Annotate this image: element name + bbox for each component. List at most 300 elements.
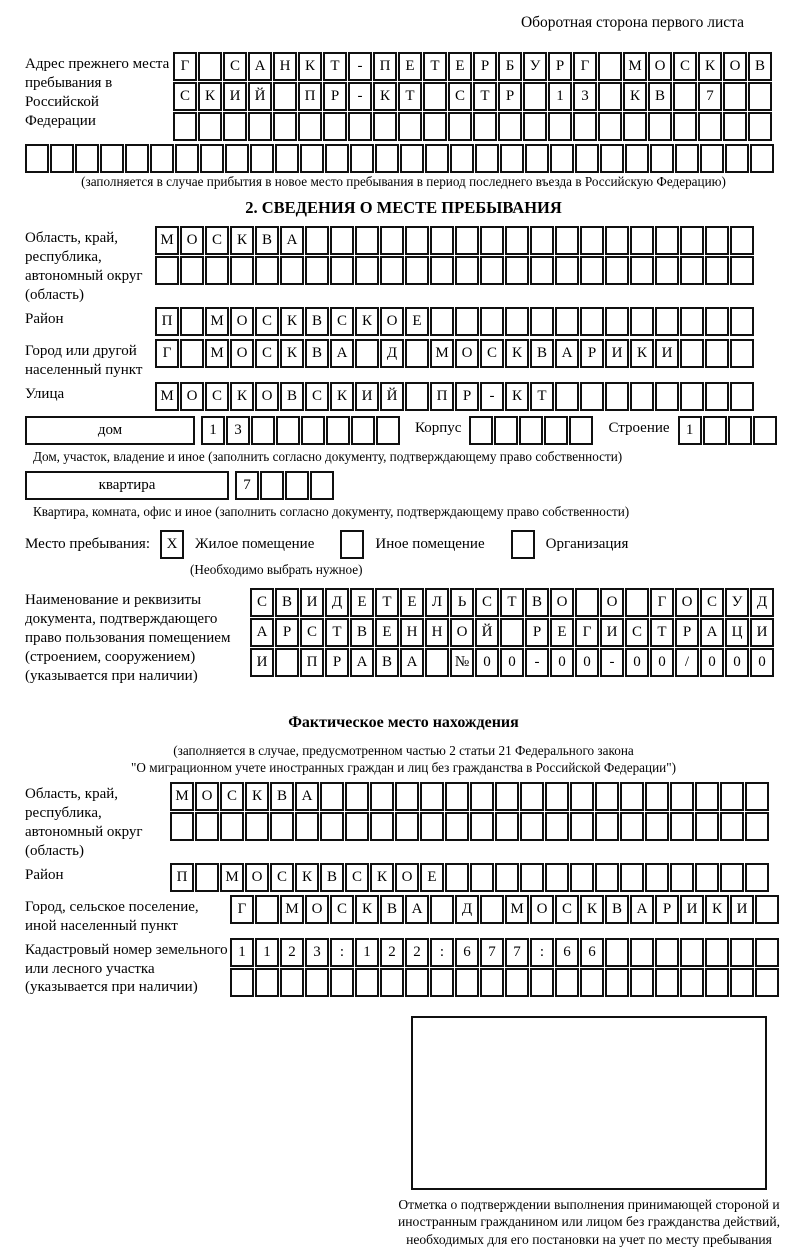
char-cell[interactable]	[730, 968, 754, 997]
char-cell[interactable]: И	[355, 382, 379, 411]
char-cell[interactable]	[755, 895, 779, 924]
char-cell[interactable]: О	[395, 863, 419, 892]
char-cell[interactable]: Д	[455, 895, 479, 924]
char-cell[interactable]: С	[270, 863, 294, 892]
char-cell[interactable]: М	[170, 782, 194, 811]
char-cell[interactable]	[573, 112, 597, 141]
char-cell[interactable]	[520, 812, 544, 841]
char-cell[interactable]	[470, 782, 494, 811]
char-cell[interactable]: Т	[530, 382, 554, 411]
char-cell[interactable]	[245, 812, 269, 841]
char-cell[interactable]	[500, 144, 524, 173]
char-cell[interactable]: К	[580, 895, 604, 924]
char-cell[interactable]	[480, 895, 504, 924]
char-cell[interactable]	[230, 256, 254, 285]
char-cell[interactable]: К	[505, 382, 529, 411]
char-cell[interactable]: К	[295, 863, 319, 892]
char-cell[interactable]	[703, 416, 727, 445]
char-cell[interactable]	[655, 938, 679, 967]
char-cell[interactable]	[475, 144, 499, 173]
char-cell[interactable]: С	[205, 382, 229, 411]
char-cell[interactable]	[605, 938, 629, 967]
char-cell[interactable]: 7	[698, 82, 722, 111]
char-cell[interactable]: 0	[575, 648, 599, 677]
char-cell[interactable]	[519, 416, 543, 445]
char-cell[interactable]: У	[523, 52, 547, 81]
char-cell[interactable]	[198, 112, 222, 141]
char-cell[interactable]	[230, 968, 254, 997]
char-cell[interactable]: Р	[655, 895, 679, 924]
char-cell[interactable]: И	[680, 895, 704, 924]
char-cell[interactable]: Л	[425, 588, 449, 617]
char-cell[interactable]: О	[255, 382, 279, 411]
char-cell[interactable]	[680, 226, 704, 255]
char-cell[interactable]	[370, 812, 394, 841]
char-cell[interactable]	[730, 256, 754, 285]
char-cell[interactable]: В	[320, 863, 344, 892]
char-cell[interactable]	[273, 112, 297, 141]
char-cell[interactable]: А	[630, 895, 654, 924]
char-cell[interactable]: Д	[325, 588, 349, 617]
char-cell[interactable]	[420, 782, 444, 811]
char-cell[interactable]	[495, 863, 519, 892]
char-cell[interactable]	[330, 968, 354, 997]
char-cell[interactable]	[680, 382, 704, 411]
char-cell[interactable]: Т	[473, 82, 497, 111]
char-cell[interactable]	[150, 144, 174, 173]
char-cell[interactable]	[345, 782, 369, 811]
char-cell[interactable]: Р	[580, 339, 604, 368]
char-cell[interactable]	[530, 226, 554, 255]
char-cell[interactable]: 6	[580, 938, 604, 967]
char-cell[interactable]: -	[525, 648, 549, 677]
char-cell[interactable]: 0	[500, 648, 524, 677]
char-cell[interactable]: В	[605, 895, 629, 924]
char-cell[interactable]: /	[675, 648, 699, 677]
char-cell[interactable]: Б	[498, 52, 522, 81]
char-cell[interactable]: К	[230, 382, 254, 411]
char-cell[interactable]	[320, 812, 344, 841]
char-cell[interactable]: И	[250, 648, 274, 677]
char-cell[interactable]	[748, 112, 772, 141]
char-cell[interactable]	[285, 471, 309, 500]
char-cell[interactable]	[225, 144, 249, 173]
char-cell[interactable]	[623, 112, 647, 141]
char-cell[interactable]	[398, 112, 422, 141]
char-cell[interactable]: А	[350, 648, 374, 677]
char-cell[interactable]: -	[600, 648, 624, 677]
char-cell[interactable]: Е	[420, 863, 444, 892]
char-cell[interactable]: О	[230, 307, 254, 336]
char-cell[interactable]: К	[623, 82, 647, 111]
char-cell[interactable]: М	[280, 895, 304, 924]
char-cell[interactable]	[555, 256, 579, 285]
char-cell[interactable]	[630, 307, 654, 336]
char-cell[interactable]: О	[550, 588, 574, 617]
char-cell[interactable]	[630, 968, 654, 997]
checkbox-organization[interactable]	[511, 530, 535, 559]
char-cell[interactable]	[680, 968, 704, 997]
char-cell[interactable]	[730, 307, 754, 336]
char-cell[interactable]: Е	[405, 307, 429, 336]
char-cell[interactable]	[220, 812, 244, 841]
char-cell[interactable]: К	[370, 863, 394, 892]
checkbox-residential-premises[interactable]: X	[160, 530, 184, 559]
char-cell[interactable]	[523, 112, 547, 141]
char-cell[interactable]	[625, 588, 649, 617]
char-cell[interactable]	[355, 339, 379, 368]
char-cell[interactable]: 0	[750, 648, 774, 677]
char-cell[interactable]	[200, 144, 224, 173]
char-cell[interactable]	[310, 471, 334, 500]
char-cell[interactable]	[680, 307, 704, 336]
char-cell[interactable]: А	[405, 895, 429, 924]
char-cell[interactable]	[280, 968, 304, 997]
char-cell[interactable]: О	[180, 382, 204, 411]
char-cell[interactable]	[275, 648, 299, 677]
char-cell[interactable]: К	[198, 82, 222, 111]
char-cell[interactable]: И	[300, 588, 324, 617]
char-cell[interactable]	[755, 938, 779, 967]
char-cell[interactable]	[545, 782, 569, 811]
char-cell[interactable]: №	[450, 648, 474, 677]
char-cell[interactable]	[355, 226, 379, 255]
char-cell[interactable]	[645, 863, 669, 892]
char-cell[interactable]: 3	[226, 416, 250, 445]
char-cell[interactable]	[255, 895, 279, 924]
char-cell[interactable]	[400, 144, 424, 173]
char-cell[interactable]	[395, 782, 419, 811]
char-cell[interactable]	[405, 256, 429, 285]
char-cell[interactable]: О	[455, 339, 479, 368]
char-cell[interactable]: В	[350, 618, 374, 647]
char-cell[interactable]	[298, 112, 322, 141]
char-cell[interactable]	[620, 782, 644, 811]
char-cell[interactable]: С	[173, 82, 197, 111]
char-cell[interactable]: 2	[280, 938, 304, 967]
char-cell[interactable]	[530, 968, 554, 997]
char-cell[interactable]	[723, 82, 747, 111]
checkbox-other-premises[interactable]	[340, 530, 364, 559]
char-cell[interactable]: С	[555, 895, 579, 924]
char-cell[interactable]: С	[625, 618, 649, 647]
char-cell[interactable]: П	[300, 648, 324, 677]
char-cell[interactable]	[720, 812, 744, 841]
char-cell[interactable]	[580, 226, 604, 255]
char-cell[interactable]	[655, 307, 679, 336]
char-cell[interactable]	[655, 226, 679, 255]
char-cell[interactable]	[305, 226, 329, 255]
char-cell[interactable]	[525, 144, 549, 173]
char-cell[interactable]: 1	[230, 938, 254, 967]
char-cell[interactable]	[705, 968, 729, 997]
char-cell[interactable]	[580, 382, 604, 411]
char-cell[interactable]	[625, 144, 649, 173]
char-cell[interactable]: В	[530, 339, 554, 368]
char-cell[interactable]: И	[730, 895, 754, 924]
char-cell[interactable]	[645, 782, 669, 811]
char-cell[interactable]	[598, 52, 622, 81]
char-cell[interactable]	[223, 112, 247, 141]
char-cell[interactable]	[375, 144, 399, 173]
char-cell[interactable]	[455, 256, 479, 285]
char-cell[interactable]	[280, 256, 304, 285]
char-cell[interactable]: А	[248, 52, 272, 81]
char-cell[interactable]: -	[348, 52, 372, 81]
char-cell[interactable]: Е	[400, 588, 424, 617]
char-cell[interactable]: Т	[375, 588, 399, 617]
char-cell[interactable]: 1	[201, 416, 225, 445]
char-cell[interactable]: 7	[235, 471, 259, 500]
char-cell[interactable]	[598, 112, 622, 141]
char-cell[interactable]	[605, 307, 629, 336]
char-cell[interactable]	[326, 416, 350, 445]
char-cell[interactable]: В	[270, 782, 294, 811]
char-cell[interactable]	[430, 895, 454, 924]
char-cell[interactable]: Т	[423, 52, 447, 81]
char-cell[interactable]	[753, 416, 777, 445]
char-cell[interactable]	[595, 812, 619, 841]
char-cell[interactable]: В	[525, 588, 549, 617]
char-cell[interactable]	[570, 863, 594, 892]
char-cell[interactable]: 1	[678, 416, 702, 445]
char-cell[interactable]: А	[700, 618, 724, 647]
char-cell[interactable]	[720, 863, 744, 892]
char-cell[interactable]	[255, 256, 279, 285]
char-cell[interactable]	[730, 938, 754, 967]
char-cell[interactable]	[180, 256, 204, 285]
char-cell[interactable]: :	[330, 938, 354, 967]
char-cell[interactable]	[570, 782, 594, 811]
char-cell[interactable]	[355, 256, 379, 285]
char-cell[interactable]	[670, 782, 694, 811]
char-cell[interactable]	[620, 863, 644, 892]
char-cell[interactable]	[648, 112, 672, 141]
char-cell[interactable]: 1	[355, 938, 379, 967]
char-cell[interactable]	[505, 256, 529, 285]
char-cell[interactable]	[480, 226, 504, 255]
char-cell[interactable]	[530, 307, 554, 336]
char-cell[interactable]	[630, 226, 654, 255]
char-cell[interactable]: О	[245, 863, 269, 892]
char-cell[interactable]: 6	[555, 938, 579, 967]
char-cell[interactable]: С	[700, 588, 724, 617]
char-cell[interactable]: С	[448, 82, 472, 111]
char-cell[interactable]	[423, 112, 447, 141]
char-cell[interactable]	[598, 82, 622, 111]
char-cell[interactable]	[670, 863, 694, 892]
char-cell[interactable]	[630, 382, 654, 411]
char-cell[interactable]	[75, 144, 99, 173]
char-cell[interactable]	[520, 782, 544, 811]
char-cell[interactable]: К	[230, 226, 254, 255]
char-cell[interactable]	[255, 968, 279, 997]
char-cell[interactable]: Р	[275, 618, 299, 647]
char-cell[interactable]: М	[155, 382, 179, 411]
char-cell[interactable]: 0	[625, 648, 649, 677]
char-cell[interactable]	[125, 144, 149, 173]
char-cell[interactable]	[430, 307, 454, 336]
char-cell[interactable]	[705, 226, 729, 255]
char-cell[interactable]	[745, 863, 769, 892]
char-cell[interactable]	[380, 256, 404, 285]
char-cell[interactable]: Т	[323, 52, 347, 81]
char-cell[interactable]	[673, 82, 697, 111]
char-cell[interactable]: А	[400, 648, 424, 677]
char-cell[interactable]: А	[280, 226, 304, 255]
char-cell[interactable]: Г	[575, 618, 599, 647]
char-cell[interactable]: А	[295, 782, 319, 811]
char-cell[interactable]: В	[648, 82, 672, 111]
char-cell[interactable]	[250, 144, 274, 173]
char-cell[interactable]	[570, 812, 594, 841]
char-cell[interactable]: Р	[323, 82, 347, 111]
char-cell[interactable]: 0	[475, 648, 499, 677]
char-cell[interactable]	[175, 144, 199, 173]
char-cell[interactable]: 1	[548, 82, 572, 111]
char-cell[interactable]	[305, 256, 329, 285]
char-cell[interactable]: П	[430, 382, 454, 411]
char-cell[interactable]: К	[698, 52, 722, 81]
char-cell[interactable]	[373, 112, 397, 141]
char-cell[interactable]: С	[223, 52, 247, 81]
char-cell[interactable]: К	[298, 52, 322, 81]
char-cell[interactable]	[260, 471, 284, 500]
char-cell[interactable]: Е	[398, 52, 422, 81]
char-cell[interactable]: С	[475, 588, 499, 617]
char-cell[interactable]: М	[205, 339, 229, 368]
char-cell[interactable]: 7	[505, 938, 529, 967]
char-cell[interactable]	[695, 863, 719, 892]
char-cell[interactable]	[728, 416, 752, 445]
char-cell[interactable]	[100, 144, 124, 173]
char-cell[interactable]	[705, 938, 729, 967]
char-cell[interactable]	[348, 112, 372, 141]
char-cell[interactable]	[730, 339, 754, 368]
char-cell[interactable]: О	[450, 618, 474, 647]
char-cell[interactable]	[455, 968, 479, 997]
char-cell[interactable]	[330, 256, 354, 285]
char-cell[interactable]: Г	[573, 52, 597, 81]
char-cell[interactable]	[301, 416, 325, 445]
char-cell[interactable]	[620, 812, 644, 841]
char-cell[interactable]: Н	[273, 52, 297, 81]
char-cell[interactable]	[494, 416, 518, 445]
char-cell[interactable]	[550, 144, 574, 173]
char-cell[interactable]	[380, 226, 404, 255]
char-cell[interactable]: С	[250, 588, 274, 617]
char-cell[interactable]	[50, 144, 74, 173]
char-cell[interactable]	[723, 112, 747, 141]
char-cell[interactable]	[276, 416, 300, 445]
char-cell[interactable]: 6	[455, 938, 479, 967]
char-cell[interactable]: :	[430, 938, 454, 967]
char-cell[interactable]	[655, 382, 679, 411]
char-cell[interactable]	[473, 112, 497, 141]
char-cell[interactable]	[423, 82, 447, 111]
char-cell[interactable]: К	[373, 82, 397, 111]
char-cell[interactable]	[251, 416, 275, 445]
char-cell[interactable]	[580, 968, 604, 997]
char-cell[interactable]: К	[355, 895, 379, 924]
char-cell[interactable]	[650, 144, 674, 173]
char-cell[interactable]	[295, 812, 319, 841]
char-cell[interactable]	[470, 863, 494, 892]
char-cell[interactable]: П	[373, 52, 397, 81]
char-cell[interactable]	[405, 968, 429, 997]
char-cell[interactable]: 2	[405, 938, 429, 967]
char-cell[interactable]: М	[205, 307, 229, 336]
char-cell[interactable]	[495, 812, 519, 841]
char-cell[interactable]	[498, 112, 522, 141]
char-cell[interactable]	[605, 382, 629, 411]
char-cell[interactable]	[198, 52, 222, 81]
char-cell[interactable]: Н	[400, 618, 424, 647]
char-cell[interactable]	[448, 112, 472, 141]
char-cell[interactable]: М	[623, 52, 647, 81]
char-cell[interactable]	[655, 256, 679, 285]
char-cell[interactable]: Е	[448, 52, 472, 81]
char-cell[interactable]: -	[480, 382, 504, 411]
char-cell[interactable]: А	[250, 618, 274, 647]
char-cell[interactable]: А	[330, 339, 354, 368]
char-cell[interactable]	[170, 812, 194, 841]
char-cell[interactable]	[480, 307, 504, 336]
char-cell[interactable]	[420, 812, 444, 841]
char-cell[interactable]	[205, 256, 229, 285]
char-cell[interactable]	[605, 256, 629, 285]
char-cell[interactable]	[595, 782, 619, 811]
char-cell[interactable]: С	[330, 307, 354, 336]
char-cell[interactable]	[730, 226, 754, 255]
char-cell[interactable]	[495, 782, 519, 811]
char-cell[interactable]	[270, 812, 294, 841]
char-cell[interactable]	[750, 144, 774, 173]
char-cell[interactable]	[173, 112, 197, 141]
char-cell[interactable]	[523, 82, 547, 111]
char-cell[interactable]	[275, 144, 299, 173]
char-cell[interactable]: Р	[325, 648, 349, 677]
char-cell[interactable]	[505, 307, 529, 336]
char-cell[interactable]: О	[530, 895, 554, 924]
char-cell[interactable]: Р	[498, 82, 522, 111]
char-cell[interactable]	[575, 144, 599, 173]
char-cell[interactable]	[530, 256, 554, 285]
char-cell[interactable]: 0	[550, 648, 574, 677]
char-cell[interactable]	[180, 307, 204, 336]
char-cell[interactable]	[545, 863, 569, 892]
char-cell[interactable]: Т	[650, 618, 674, 647]
char-cell[interactable]: Н	[425, 618, 449, 647]
char-cell[interactable]: К	[330, 382, 354, 411]
char-cell[interactable]: К	[245, 782, 269, 811]
char-cell[interactable]: С	[673, 52, 697, 81]
char-cell[interactable]	[273, 82, 297, 111]
char-cell[interactable]: 0	[700, 648, 724, 677]
char-cell[interactable]	[480, 968, 504, 997]
char-cell[interactable]	[430, 226, 454, 255]
char-cell[interactable]: Г	[650, 588, 674, 617]
char-cell[interactable]	[630, 256, 654, 285]
char-cell[interactable]	[555, 226, 579, 255]
char-cell[interactable]	[548, 112, 572, 141]
char-cell[interactable]	[748, 82, 772, 111]
char-cell[interactable]	[380, 968, 404, 997]
char-cell[interactable]: Р	[473, 52, 497, 81]
char-cell[interactable]: О	[195, 782, 219, 811]
char-cell[interactable]	[700, 144, 724, 173]
char-cell[interactable]	[605, 968, 629, 997]
